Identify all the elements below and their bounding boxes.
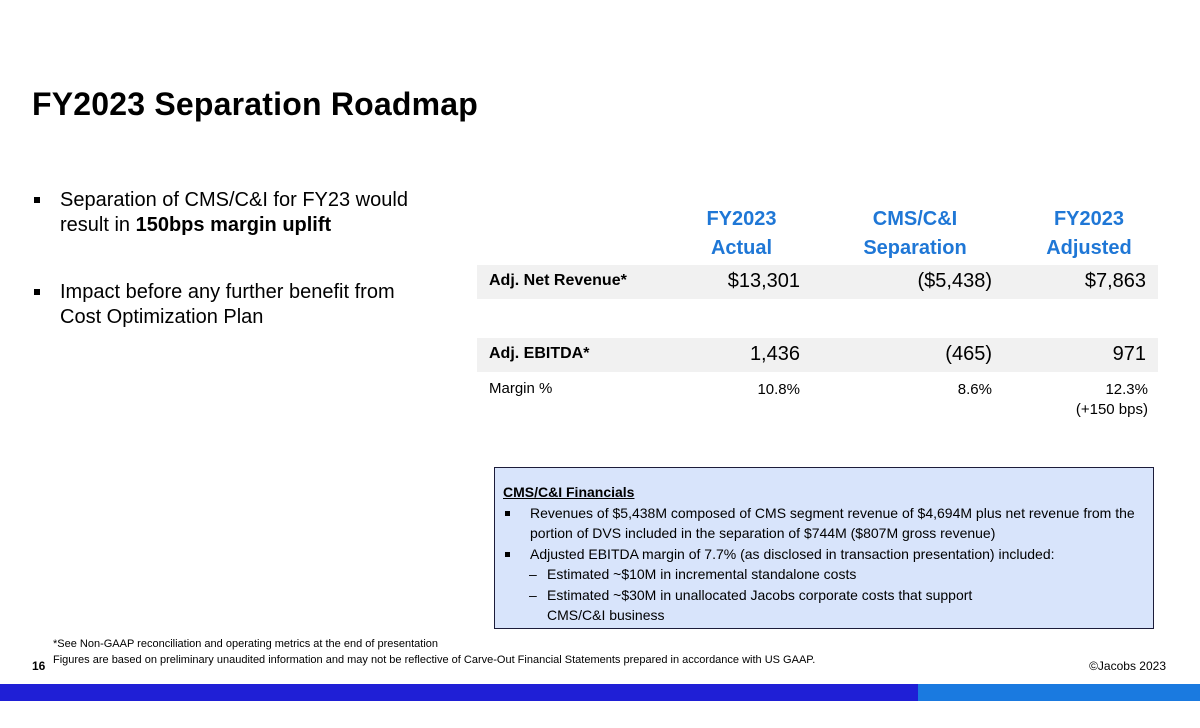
financials-callout-box [494,467,1154,629]
bullet-list [32,188,432,372]
footnote: Figures are based on preliminary unaudited information and may not be reflective of Carve-Out Financial Statements prepared in accordance with US GAAP. [53,654,816,666]
row-label: Adj. Net Revenue* [489,272,627,289]
bullet-square-icon [505,511,510,516]
footnotes [53,636,833,668]
footnote: *See Non-GAAP reconciliation and operating metrics at the end of presentation [53,638,439,650]
row-label: Adj. EBITDA* [489,345,590,362]
callout-title: CMS/C&I Financials [503,484,635,500]
dash-icon: – [529,586,537,603]
footer-bar-light [918,684,1200,701]
bullet-item [32,280,432,330]
bullet-square-icon [34,289,40,295]
cell-value: ($5,438) [917,270,992,292]
cell-value: 971 [1112,343,1146,365]
bullet-text: Impact before any further benefit from Cost Optimization Plan [60,281,395,328]
bullet-square-icon [34,197,40,203]
margin-note: (+150 bps) [1075,401,1148,418]
callout-item: Revenues of $5,438M composed of CMS segment revenue of $4,694M plus net revenue from the portion of DVS included in the separation of $744M ($807M gross revenue) [503,503,1145,544]
table-row-net-revenue [477,265,1158,299]
cell-value: 1,436 [749,343,800,365]
table-row-ebitda [477,338,1158,372]
bullet-item [32,188,432,238]
callout-subitem: – Estimated ~$10M in incremental standalone costs [503,564,1145,585]
row-label: Margin % [489,380,553,397]
bullet-bold-text: 150bps margin uplift [135,214,332,236]
callout-subitem: – Estimated ~$30M in unallocated Jacobs corporate costs that support CMS/C&I business [503,585,1145,626]
cell-value: $13,301 [727,270,800,292]
column-header-separation: CMS/C&I Separation [830,205,1000,267]
footer-bar-dark [0,684,918,701]
bullet-text: Separation of CMS/C&I for FY23 would result in 150bps margin uplift [60,189,408,236]
dash-icon: – [529,566,537,582]
bullet-square-icon [505,552,510,557]
cell-value: (465) [945,343,992,365]
callout-item: Adjusted EBITDA margin of 7.7% (as disclosed in transaction presentation) included: [503,544,1145,565]
cell-value: $7,863 [1084,270,1146,292]
cell-value: 10.8% [757,381,800,398]
page-title: FY2023 Separation Roadmap [32,86,479,122]
page-number: 16 [32,659,46,673]
cell-value: 8.6% [957,381,992,398]
copyright: ©Jacobs 2023 [1089,659,1166,673]
table-row-margin [477,372,1158,422]
column-header-fy2023-actual: FY2023 Actual [675,205,808,267]
cell-value: 12.3% (+150 bps) [1075,381,1148,418]
column-header-fy2023-adjusted: FY2023 Adjusted [1021,205,1157,267]
